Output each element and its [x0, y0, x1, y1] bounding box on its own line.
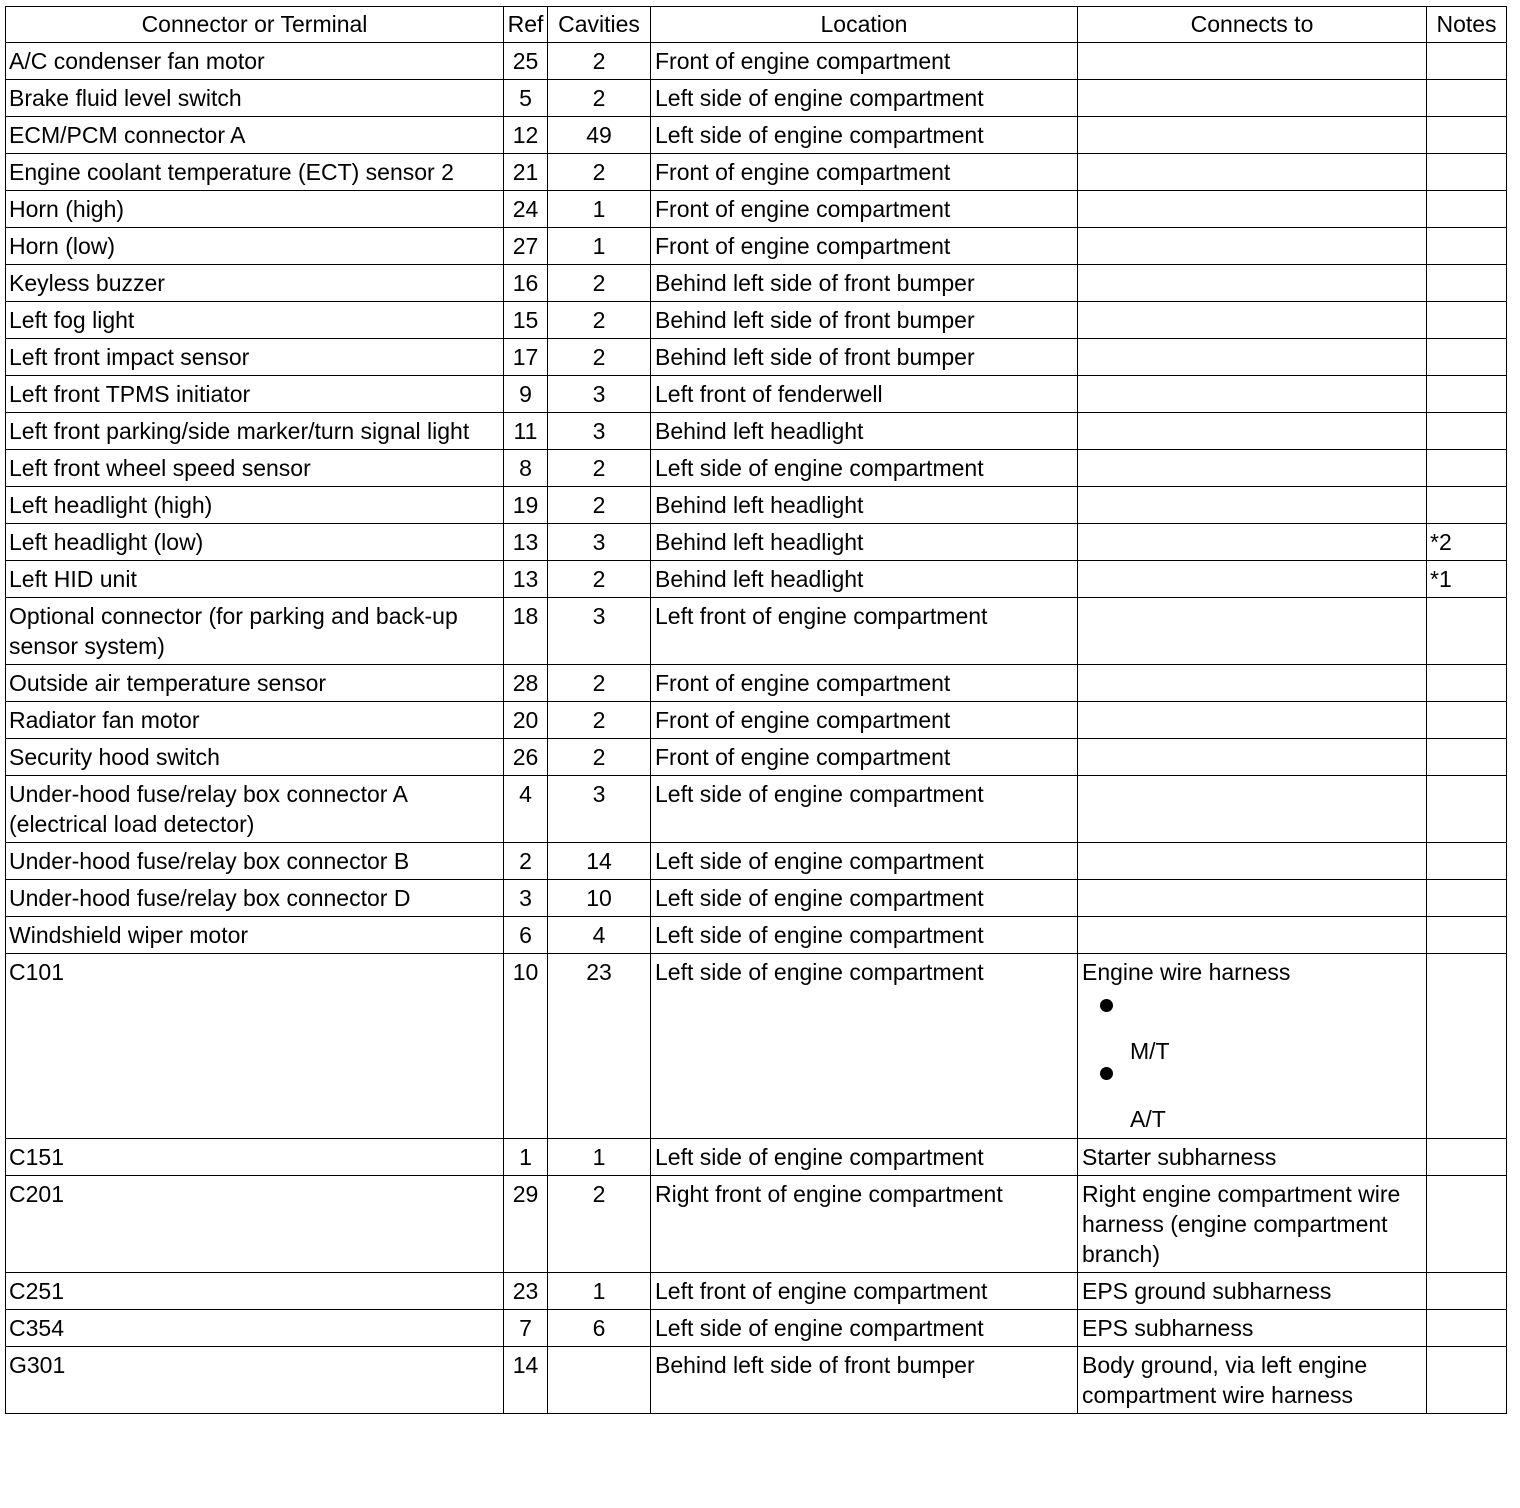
cell-location: Front of engine compartment	[651, 154, 1078, 191]
connects-to-list	[1082, 999, 1423, 1135]
cell-terminal: Left front parking/side marker/turn signal light	[6, 413, 504, 450]
cell-connects-to	[1078, 302, 1427, 339]
cell-terminal: Optional connector (for parking and back-up sensor system)	[6, 598, 504, 665]
cell-connects-to	[1078, 524, 1427, 561]
table-row	[6, 1347, 1507, 1414]
cell-notes	[1427, 339, 1507, 376]
table-row	[6, 598, 1507, 665]
cell-cavities: 2	[548, 302, 651, 339]
cell-notes: *2	[1427, 524, 1507, 561]
cell-cavities: 2	[548, 265, 651, 302]
cell-connects-to	[1078, 265, 1427, 302]
cell-terminal: Under-hood fuse/relay box connector A (electrical load detector)	[6, 776, 504, 843]
cell-cavities: 3	[548, 413, 651, 450]
cell-cavities: 1	[548, 228, 651, 265]
table-row	[6, 117, 1507, 154]
cell-notes	[1427, 598, 1507, 665]
cell-cavities: 3	[548, 524, 651, 561]
cell-cavities: 2	[548, 665, 651, 702]
table-row	[6, 339, 1507, 376]
cell-notes	[1427, 1176, 1507, 1273]
bullet-icon	[1100, 1067, 1113, 1080]
cell-terminal: Left headlight (low)	[6, 524, 504, 561]
list-item	[1082, 999, 1423, 1067]
cell-ref: 13	[504, 561, 548, 598]
cell-ref: 6	[504, 917, 548, 954]
column-header-cavities: Cavities	[548, 7, 651, 43]
cell-terminal: C201	[6, 1176, 504, 1273]
cell-terminal: Horn (low)	[6, 228, 504, 265]
cell-location: Left side of engine compartment	[651, 776, 1078, 843]
cell-location: Left side of engine compartment	[651, 80, 1078, 117]
cell-location: Left side of engine compartment	[651, 843, 1078, 880]
cell-terminal: C251	[6, 1273, 504, 1310]
cell-location: Left front of engine compartment	[651, 1273, 1078, 1310]
cell-connects-to	[1078, 561, 1427, 598]
cell-terminal: Left front TPMS initiator	[6, 376, 504, 413]
table-row	[6, 376, 1507, 413]
cell-cavities: 23	[548, 954, 651, 1139]
cell-cavities: 14	[548, 843, 651, 880]
table-row	[6, 1273, 1507, 1310]
cell-connects-to	[1078, 487, 1427, 524]
cell-ref: 16	[504, 265, 548, 302]
table-row	[6, 450, 1507, 487]
cell-location: Behind left side of front bumper	[651, 339, 1078, 376]
table-row	[6, 487, 1507, 524]
cell-location: Behind left side of front bumper	[651, 265, 1078, 302]
cell-ref: 19	[504, 487, 548, 524]
cell-connects-to: Starter subharness	[1078, 1139, 1427, 1176]
cell-cavities: 3	[548, 598, 651, 665]
table-row	[6, 739, 1507, 776]
cell-cavities: 2	[548, 487, 651, 524]
cell-ref: 10	[504, 954, 548, 1139]
table-row	[6, 228, 1507, 265]
cell-ref: 17	[504, 339, 548, 376]
cell-terminal: ECM/PCM connector A	[6, 117, 504, 154]
connects-to-label: Engine wire harness	[1082, 959, 1291, 985]
cell-ref: 20	[504, 702, 548, 739]
cell-ref: 24	[504, 191, 548, 228]
cell-cavities: 10	[548, 880, 651, 917]
table-row	[6, 917, 1507, 954]
cell-ref: 11	[504, 413, 548, 450]
cell-ref: 23	[504, 1273, 548, 1310]
cell-connects-to: Body ground, via left engine compartment wire harness	[1078, 1347, 1427, 1414]
cell-location: Front of engine compartment	[651, 228, 1078, 265]
cell-ref: 2	[504, 843, 548, 880]
cell-notes	[1427, 739, 1507, 776]
cell-terminal: Engine coolant temperature (ECT) sensor 2	[6, 154, 504, 191]
cell-location: Behind left headlight	[651, 524, 1078, 561]
cell-ref: 5	[504, 80, 548, 117]
column-header-terminal: Connector or Terminal	[6, 7, 504, 43]
table-row	[6, 843, 1507, 880]
cell-terminal: Under-hood fuse/relay box connector B	[6, 843, 504, 880]
cell-notes	[1427, 1347, 1507, 1414]
table-row	[6, 954, 1507, 1139]
cell-notes	[1427, 487, 1507, 524]
cell-ref: 26	[504, 739, 548, 776]
cell-ref: 3	[504, 880, 548, 917]
cell-connects-to	[1078, 191, 1427, 228]
cell-cavities	[548, 1347, 651, 1414]
cell-connects-to	[1078, 880, 1427, 917]
cell-notes	[1427, 776, 1507, 843]
cell-cavities: 4	[548, 917, 651, 954]
cell-notes	[1427, 917, 1507, 954]
cell-location: Left side of engine compartment	[651, 1310, 1078, 1347]
cell-ref: 9	[504, 376, 548, 413]
table-row	[6, 302, 1507, 339]
cell-cavities: 1	[548, 1273, 651, 1310]
cell-notes	[1427, 954, 1507, 1139]
cell-connects-to: EPS subharness	[1078, 1310, 1427, 1347]
cell-connects-to	[1078, 154, 1427, 191]
cell-notes	[1427, 191, 1507, 228]
cell-cavities: 2	[548, 1176, 651, 1273]
cell-cavities: 3	[548, 376, 651, 413]
cell-ref: 29	[504, 1176, 548, 1273]
cell-connects-to	[1078, 665, 1427, 702]
table-row	[6, 413, 1507, 450]
cell-terminal: Left front wheel speed sensor	[6, 450, 504, 487]
table-row	[6, 1139, 1507, 1176]
cell-terminal: G301	[6, 1347, 504, 1414]
column-header-connects-to: Connects to	[1078, 7, 1427, 43]
cell-terminal: Left HID unit	[6, 561, 504, 598]
cell-location: Behind left headlight	[651, 487, 1078, 524]
cell-connects-to: Right engine compartment wire harness (engine compartment branch)	[1078, 1176, 1427, 1273]
cell-notes	[1427, 228, 1507, 265]
cell-notes	[1427, 880, 1507, 917]
table-row	[6, 1310, 1507, 1347]
cell-terminal: Security hood switch	[6, 739, 504, 776]
cell-cavities: 2	[548, 450, 651, 487]
cell-ref: 18	[504, 598, 548, 665]
cell-terminal: Left front impact sensor	[6, 339, 504, 376]
cell-cavities: 2	[548, 339, 651, 376]
cell-location: Behind left headlight	[651, 561, 1078, 598]
cell-location: Left side of engine compartment	[651, 450, 1078, 487]
cell-connects-to	[1078, 739, 1427, 776]
table-row	[6, 776, 1507, 843]
cell-connects-to	[1078, 228, 1427, 265]
table-row	[6, 80, 1507, 117]
cell-connects-to	[1078, 917, 1427, 954]
cell-notes	[1427, 376, 1507, 413]
cell-connects-to	[1078, 843, 1427, 880]
cell-cavities: 2	[548, 154, 651, 191]
cell-ref: 21	[504, 154, 548, 191]
cell-connects-to	[1078, 702, 1427, 739]
table-row	[6, 1176, 1507, 1273]
cell-location: Left side of engine compartment	[651, 117, 1078, 154]
cell-ref: 7	[504, 1310, 548, 1347]
cell-terminal: C101	[6, 954, 504, 1139]
cell-location: Left front of engine compartment	[651, 598, 1078, 665]
cell-notes	[1427, 265, 1507, 302]
cell-ref: 25	[504, 43, 548, 80]
cell-cavities: 2	[548, 702, 651, 739]
cell-cavities: 2	[548, 43, 651, 80]
cell-terminal: A/C condenser fan motor	[6, 43, 504, 80]
cell-notes	[1427, 843, 1507, 880]
cell-connects-to: EPS ground subharness	[1078, 1273, 1427, 1310]
table-row	[6, 265, 1507, 302]
cell-terminal: Keyless buzzer	[6, 265, 504, 302]
cell-location: Behind left headlight	[651, 413, 1078, 450]
table-row	[6, 43, 1507, 80]
cell-connects-to	[1078, 450, 1427, 487]
bullet-icon	[1100, 999, 1113, 1012]
cell-ref: 28	[504, 665, 548, 702]
cell-notes	[1427, 80, 1507, 117]
cell-cavities: 6	[548, 1310, 651, 1347]
cell-ref: 14	[504, 1347, 548, 1414]
cell-notes	[1427, 302, 1507, 339]
cell-notes	[1427, 1273, 1507, 1310]
cell-location: Front of engine compartment	[651, 191, 1078, 228]
list-item	[1082, 1067, 1423, 1135]
cell-ref: 12	[504, 117, 548, 154]
table-row	[6, 154, 1507, 191]
cell-notes	[1427, 1310, 1507, 1347]
cell-location: Front of engine compartment	[651, 739, 1078, 776]
table-row	[6, 665, 1507, 702]
column-header-location: Location	[651, 7, 1078, 43]
cell-notes	[1427, 117, 1507, 154]
cell-location: Behind left side of front bumper	[651, 1347, 1078, 1414]
list-item-label: A/T	[1130, 1106, 1166, 1132]
cell-notes	[1427, 413, 1507, 450]
cell-notes	[1427, 154, 1507, 191]
cell-cavities: 2	[548, 739, 651, 776]
column-header-notes: Notes	[1427, 7, 1507, 43]
cell-location: Front of engine compartment	[651, 702, 1078, 739]
cell-terminal: Left headlight (high)	[6, 487, 504, 524]
cell-terminal: Horn (high)	[6, 191, 504, 228]
cell-location: Left side of engine compartment	[651, 1139, 1078, 1176]
cell-location: Left front of fenderwell	[651, 376, 1078, 413]
cell-connects-to	[1078, 776, 1427, 843]
cell-connects-to	[1078, 413, 1427, 450]
cell-connects-to	[1078, 954, 1427, 1139]
cell-location: Left side of engine compartment	[651, 917, 1078, 954]
cell-terminal: C151	[6, 1139, 504, 1176]
cell-ref: 13	[504, 524, 548, 561]
cell-notes	[1427, 1139, 1507, 1176]
cell-connects-to	[1078, 339, 1427, 376]
cell-cavities: 2	[548, 561, 651, 598]
table-body	[6, 43, 1507, 1414]
table-row	[6, 880, 1507, 917]
cell-ref: 27	[504, 228, 548, 265]
cell-location: Right front of engine compartment	[651, 1176, 1078, 1273]
cell-ref: 1	[504, 1139, 548, 1176]
cell-ref: 8	[504, 450, 548, 487]
cell-notes	[1427, 702, 1507, 739]
cell-cavities: 1	[548, 191, 651, 228]
cell-connects-to	[1078, 43, 1427, 80]
cell-location: Left side of engine compartment	[651, 880, 1078, 917]
table-row	[6, 524, 1507, 561]
cell-connects-to	[1078, 117, 1427, 154]
cell-terminal: Windshield wiper motor	[6, 917, 504, 954]
cell-notes: *1	[1427, 561, 1507, 598]
cell-location: Behind left side of front bumper	[651, 302, 1078, 339]
cell-terminal: Outside air temperature sensor	[6, 665, 504, 702]
cell-ref: 4	[504, 776, 548, 843]
cell-terminal: Left fog light	[6, 302, 504, 339]
cell-location: Left side of engine compartment	[651, 954, 1078, 1139]
cell-cavities: 2	[548, 80, 651, 117]
cell-connects-to	[1078, 376, 1427, 413]
table-row	[6, 191, 1507, 228]
cell-location: Front of engine compartment	[651, 43, 1078, 80]
cell-terminal: Under-hood fuse/relay box connector D	[6, 880, 504, 917]
table-header-row	[6, 7, 1507, 43]
cell-terminal: C354	[6, 1310, 504, 1347]
cell-cavities: 1	[548, 1139, 651, 1176]
list-item-label: M/T	[1130, 1038, 1170, 1064]
cell-terminal: Brake fluid level switch	[6, 80, 504, 117]
cell-terminal: Radiator fan motor	[6, 702, 504, 739]
table-row	[6, 702, 1507, 739]
cell-notes	[1427, 665, 1507, 702]
cell-ref: 15	[504, 302, 548, 339]
cell-notes	[1427, 43, 1507, 80]
cell-cavities: 49	[548, 117, 651, 154]
cell-connects-to	[1078, 80, 1427, 117]
cell-connects-to	[1078, 598, 1427, 665]
cell-notes	[1427, 450, 1507, 487]
cell-cavities: 3	[548, 776, 651, 843]
cell-location: Front of engine compartment	[651, 665, 1078, 702]
connector-table	[5, 6, 1507, 1414]
column-header-ref: Ref	[504, 7, 548, 43]
table-row	[6, 561, 1507, 598]
